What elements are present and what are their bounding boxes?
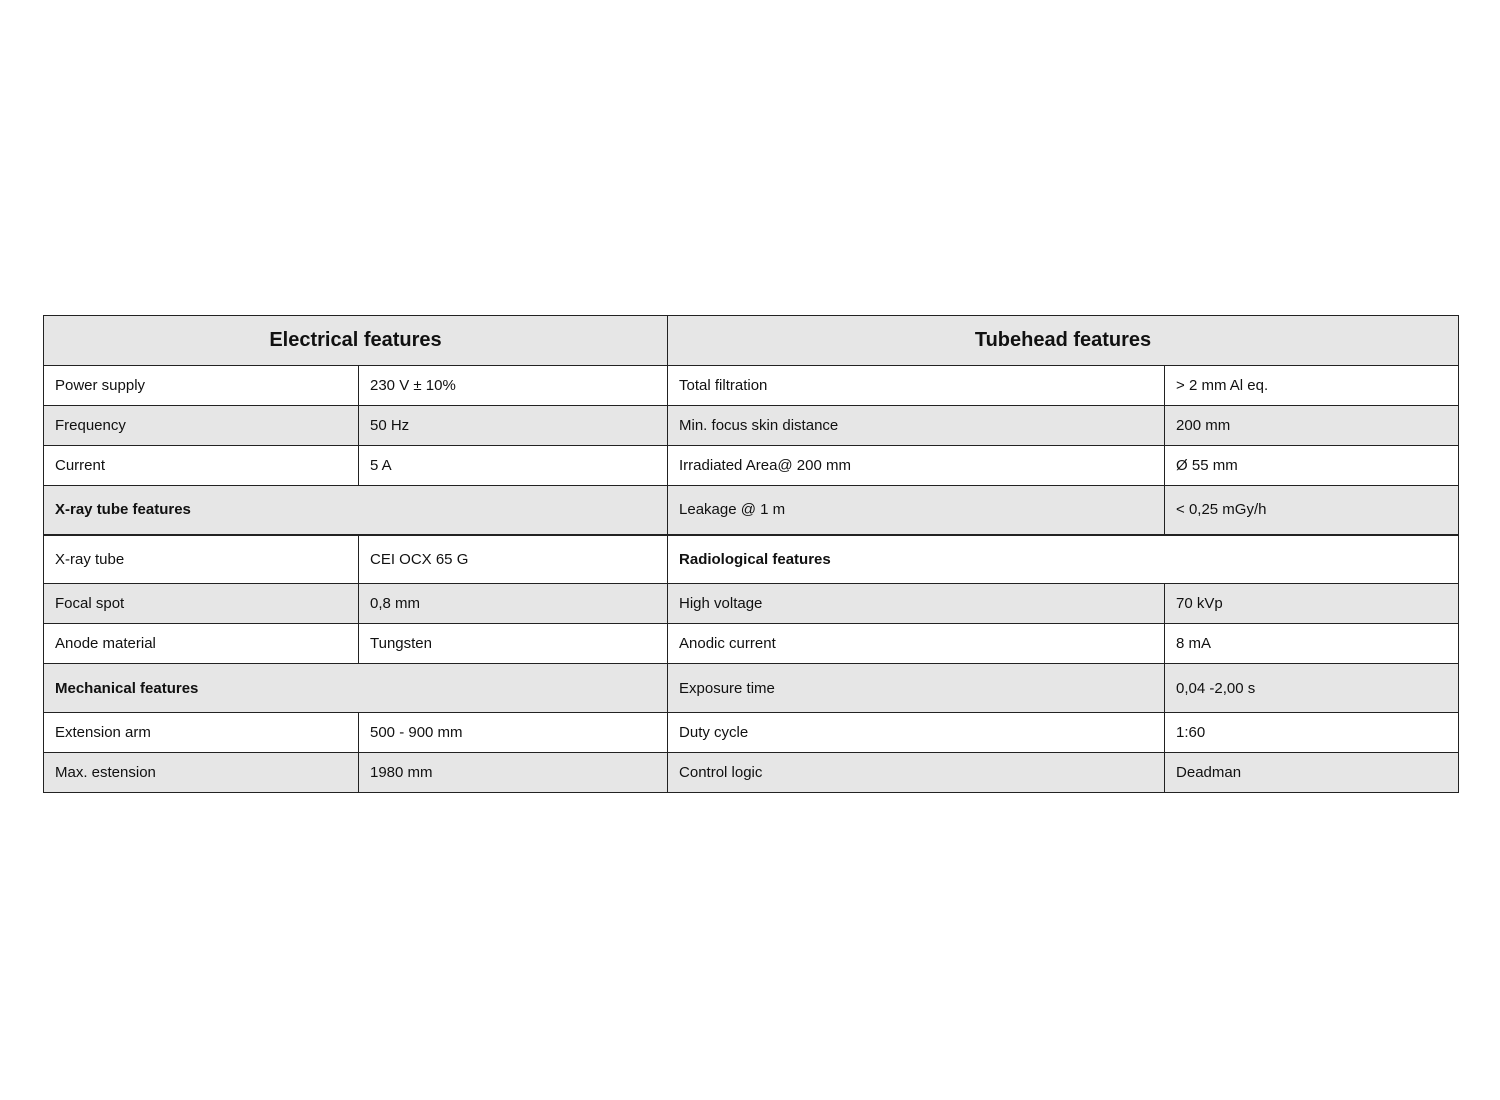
row-label: Duty cycle bbox=[668, 713, 1165, 753]
row-value: Ø 55 mm bbox=[1165, 446, 1459, 486]
row-value: Tungsten bbox=[359, 624, 668, 664]
row-value: CEI OCX 65 G bbox=[359, 535, 668, 584]
row-label: Focal spot bbox=[44, 584, 359, 624]
table-header-row bbox=[44, 316, 1459, 366]
table-row bbox=[44, 406, 1459, 446]
row-value: 8 mA bbox=[1165, 624, 1459, 664]
row-label: Min. focus skin distance bbox=[668, 406, 1165, 446]
row-label: X-ray tube bbox=[44, 535, 359, 584]
row-label: Frequency bbox=[44, 406, 359, 446]
table-row bbox=[44, 535, 1459, 584]
row-value: Deadman bbox=[1165, 753, 1459, 793]
table-row bbox=[44, 713, 1459, 753]
row-label: Extension arm bbox=[44, 713, 359, 753]
row-label: Anode material bbox=[44, 624, 359, 664]
row-value: 50 Hz bbox=[359, 406, 668, 446]
row-value: 5 A bbox=[359, 446, 668, 486]
row-value: < 0,25 mGy/h bbox=[1165, 486, 1459, 535]
row-label: Max. estension bbox=[44, 753, 359, 793]
table-row bbox=[44, 664, 1459, 713]
row-label: Exposure time bbox=[668, 664, 1165, 713]
row-value: 0,04 -2,00 s bbox=[1165, 664, 1459, 713]
row-label: Current bbox=[44, 446, 359, 486]
row-label: Anodic current bbox=[668, 624, 1165, 664]
table-row bbox=[44, 486, 1459, 535]
row-value: 1:60 bbox=[1165, 713, 1459, 753]
electrical-features-heading: Electrical features bbox=[44, 316, 668, 366]
table-row bbox=[44, 446, 1459, 486]
row-value: 500 - 900 mm bbox=[359, 713, 668, 753]
row-value: 1980 mm bbox=[359, 753, 668, 793]
row-label: High voltage bbox=[668, 584, 1165, 624]
row-value: > 2 mm Al eq. bbox=[1165, 366, 1459, 406]
row-label: Irradiated Area@ 200 mm bbox=[668, 446, 1165, 486]
table-row bbox=[44, 366, 1459, 406]
row-value: 70 kVp bbox=[1165, 584, 1459, 624]
mechanical-features-heading: Mechanical features bbox=[44, 664, 668, 713]
tubehead-features-heading: Tubehead features bbox=[668, 316, 1459, 366]
radiological-features-heading: Radiological features bbox=[668, 535, 1459, 584]
row-label: Control logic bbox=[668, 753, 1165, 793]
specifications-table bbox=[43, 315, 1459, 793]
table-row bbox=[44, 584, 1459, 624]
row-value: 230 V ± 10% bbox=[359, 366, 668, 406]
row-value: 200 mm bbox=[1165, 406, 1459, 446]
row-label: Leakage @ 1 m bbox=[668, 486, 1165, 535]
table-row bbox=[44, 753, 1459, 793]
table-row bbox=[44, 624, 1459, 664]
row-label: Power supply bbox=[44, 366, 359, 406]
row-label: Total filtration bbox=[668, 366, 1165, 406]
xray-tube-features-heading: X-ray tube features bbox=[44, 486, 668, 535]
row-value: 0,8 mm bbox=[359, 584, 668, 624]
